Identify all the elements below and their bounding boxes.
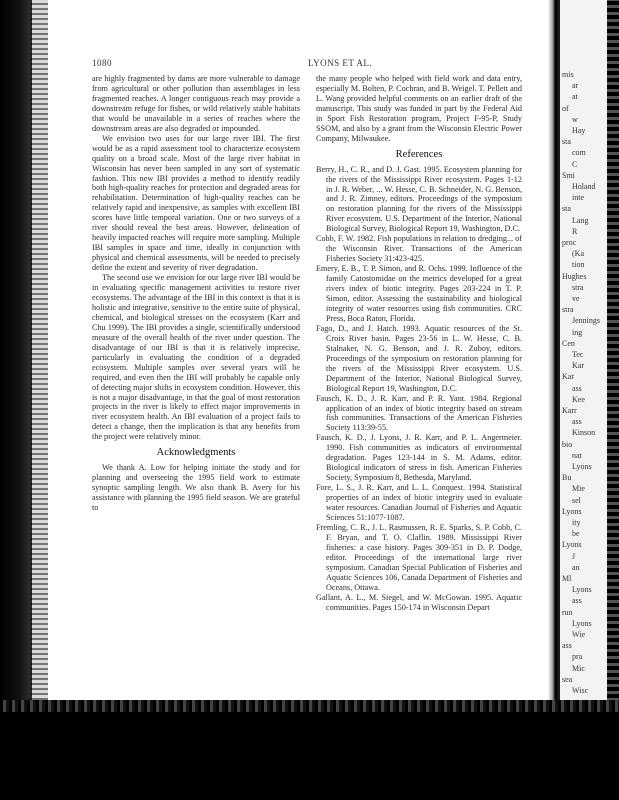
facing-page-line: Cen [562, 338, 575, 348]
facing-page-line: Tec [572, 350, 584, 359]
facing-page-line: ity [572, 518, 581, 527]
facing-page-line: nat [572, 450, 582, 460]
facing-page-line: Holand [572, 182, 596, 191]
scan-border-noise [30, 0, 48, 800]
facing-page-line: proc [562, 238, 577, 247]
facing-page-line: Wie [572, 630, 586, 639]
facing-page-line: J [572, 551, 576, 561]
facing-page-line: inte [572, 193, 584, 203]
facing-page-line: run [562, 607, 573, 617]
facing-page-fragment [560, 0, 619, 712]
reference-entry: Fore, L. S., J. R. Karr, and L. L. Conquest. 1994. Statistical properties of an index of biotic integrity used to evaluate water resources. Canadian Journal of Fisheries and Aquatic Sciences 51:1077-1087. [316, 483, 522, 522]
reference-entry: Emery, E. B., T. P. Simon, and R. Ochs. 1999. Influence of the family Catostomidae on the metrics developed for a great rivers index of biotic integrity. Pages 203-224 in T. P. Simon, editor. Assessing the sustainability and biological integrity of water resources using fish communities. CRC Press, Boca Raton, Florida. [316, 264, 522, 323]
scan-border-left [0, 0, 32, 800]
acknowledgments-continued: the many people who helped with field work and data entry, especially M. Bolten, P. Cochran, and B. Weigel. T. Pellett and L. Wang provided helpful comments on an earlier draft of the manuscript. This study was funded in part by the Federal Aid in Sport Fish Restoration program, Project F-95-P, Study SSOM, and also by a grant from the Wisconsin Electric Power Company, Milwaukee. [316, 74, 522, 143]
facing-page-line: Kee [572, 394, 585, 404]
facing-page-line: ass [562, 641, 572, 651]
page-number: 1080 [92, 58, 112, 68]
facing-page-line: Kar [572, 361, 584, 371]
facing-page-line: sel [572, 495, 581, 505]
page-gutter-shadow [548, 0, 560, 712]
scan-border-right [607, 0, 619, 712]
facing-page-line: Mic [572, 663, 585, 673]
facing-page-line: sta [562, 204, 571, 214]
facing-page-line: ing [572, 327, 583, 337]
facing-page-line: Hay [572, 126, 586, 135]
section-heading-references: References [395, 148, 443, 160]
facing-page-line: Jennings [572, 316, 600, 326]
body-paragraph: are highly fragmented by dams are more vulnerable to damage from agricultural or other pollution than assemblages in less fragmented reaches. A longer contiguous reach may provide a downstream refuge for fishes, or wild relatively stable habitats that would be unavailable in a series of reaches where the downstream areas are also degraded or impounded. [92, 74, 300, 133]
facing-page-line: Lyons [572, 618, 592, 628]
reference-entry: Fausch, K. D., J. Lyons, J. R. Karr, and P. L. Angermeier. 1990. Fish communities as indicators of environmental degradation. Pages 123-144 in S. M. Adams, editor. Biological indicators of stress in fish. American Fisheries Society, Symposium 8, Bethesda, Maryland. [316, 433, 522, 483]
facing-page-line: Kinson [572, 428, 596, 438]
reference-entry: Fremling, C. R., J. L. Rasmussen, R. E. Sparks, S. P. Cobb, C. F. Bryan, and T. O. Claflin. 1989. Mississippi River fisheries: a case history. Pages 309-351 in D. P. Dodge, editor. Proceedings of the international large river symposium. Canadian Special Publication of Fisheries and Aquatic Sciences 106, Canada Department of Fisheries and Oceans, Ottawa. [316, 522, 522, 592]
facing-page-line: Lyons [562, 506, 582, 516]
reference-list [316, 165, 522, 613]
reference-entry: Berry, H., C. R., and D. J. Gast. 1995. Ecosystem planning for the rivers of the Mississippi River ecosystem. Pages 1-12 in J. R. Weber, ... W. Hesse, C. B. Schneider, N. G. Benson, and J. R. Zimney, editors. Proceedings of the symposium on restoration planning for the rivers of the Mississippi River ecosystem. U.S. Department of the Interior, National Biological Survey, Biological Report 19, Washington, D.C. [316, 164, 522, 234]
left-column [92, 74, 300, 513]
facing-page-line: Lyons [572, 585, 592, 595]
reference-entry: Gallant, A. L., M. Siegel, and W. McGowan. 1995. Aquatic communities. Pages 150-174 in Wisconsin Depart [316, 592, 522, 612]
facing-page-line: Hughes [562, 271, 587, 281]
reference-entry: Fausch, K. D., J. R. Karr, and P. R. Yant. 1984. Regional application of an index of biotic integrity based on stream fish communities. Transactions of the American Fisheries Society 113:39-55. [316, 393, 522, 433]
right-column [316, 74, 522, 613]
acknowledgments-paragraph: We thank A. Low for helping initiate the study and for planning and overseeing the 1995 field work to estimate synoptic sampling length. We also thank B. Avery for his assistance with planning the 1995 field season. We are grateful to [92, 463, 300, 513]
facing-page-line: w [572, 114, 578, 124]
facing-page-line: of [562, 103, 569, 113]
facing-page-line: sta [562, 137, 571, 147]
facing-page-line: Smi [562, 170, 575, 180]
facing-page-line: Ml [562, 574, 572, 583]
facing-page-line: bio [562, 439, 573, 449]
facing-page-line: Kar [562, 372, 574, 382]
body-paragraph: The second use we envision for our large river IBI would be in evaluating specific management activities to restore river ecosystems. The advantage of the IBI in this context is that it is holistic and integrative, sensitive to the entire suite of physical, chemical, and biological stresses on the ecosystem (Karr and Chu 1999). The IBI provides a single, scientifically understood measure of the overall health of the river under question. The disadvantage of our IBI is that it is relatively imprecise, particularly in evaluating the condition of a degraded ecosystem. Multiple samples over several years will be required, and even then the IBI will probably be capable only of detecting major shifts in ecosystem condition. However, this is not a major disadvantage, in that the goal of most restoration projects in the river is likely to effect major improvements in river ecosystem health. An IBI evaluation of a project fails to detect a change, then the implication is that any benefits from the project were relatively minor. [92, 273, 300, 442]
running-head: LYONS ET AL. [308, 58, 373, 68]
facing-page-line: Lang [572, 215, 589, 225]
reference-entry: Cobb, F. W. 1982. Fish populations in relation to dredging... of the Wisconsin River. Transactions of the American Fisheries Society 31:423-425. [316, 234, 522, 264]
facing-page-line: Lyons [572, 462, 592, 471]
section-heading-acknowledgments: Acknowledgments [156, 447, 236, 459]
facing-page-line: Mie [572, 484, 585, 494]
facing-page-line: ass [572, 383, 582, 393]
body-paragraph: We envision two uses for our large river IBI. The first would be as a rapid assessment tool to characterize ecosystem quality on a broad scale. Most of the large river habitat in Wisconsin has never been sampled in any sort of systematic fashion. This new IBI provides a method to identify readily both high-quality reaches for protection and degraded areas for rehabilitation. Determination of high-quality reaches can be relatively rapid and inexpensive, as samples with excellent IBI scores have little temporal variation. One or two surveys of a river should reveal the best areas. However, delineation of heavily impacted reaches will require more sampling. Multiple IBI samples in space and time, ideally in conjunction with physical and chemical assessments, will be needed to precisely define the extent and severity of river degradation. [92, 133, 300, 273]
facing-page-line: R [572, 226, 578, 236]
facing-page-line: Lyons [562, 540, 582, 550]
scan-border-bottom [0, 712, 619, 800]
facing-page-line: C [572, 159, 578, 169]
facing-page-line: be [572, 529, 580, 539]
facing-page-line: an [572, 562, 580, 572]
facing-page-line: stra [562, 305, 574, 315]
facing-page-line: ass [572, 596, 582, 606]
facing-page-line: at [572, 92, 578, 102]
facing-page-line: Karr [562, 406, 577, 415]
facing-page-line: com [572, 148, 586, 158]
facing-page-line: Wisc [572, 686, 589, 695]
facing-page-line: tion [572, 260, 585, 270]
facing-page-line: pra [572, 652, 583, 662]
facing-page-line: ve [572, 294, 580, 303]
facing-page-line: stra [572, 282, 584, 292]
facing-page-line: sea [562, 674, 573, 684]
facing-page-line: Bu [562, 473, 572, 483]
facing-page-line: ar [572, 81, 579, 91]
facing-page-line: mis [562, 70, 574, 79]
facing-page-line: ass [572, 417, 582, 427]
reference-entry: Fago, D., and J. Hatch. 1993. Aquatic resources of the St. Croix River basin. Pages 23-56 in L. W. Hesse, C. B. Stalnaker, N. G. Benson, and J. R. Zuboy, editors. Proceedings of the symposium on restoration planning for the rivers of the Mississippi River ecosystem. U.S. Department of the Interior, National Biological Survey, Biological Report 19, Washington, D.C. [316, 323, 522, 393]
facing-page-line: (Ka [572, 249, 584, 259]
